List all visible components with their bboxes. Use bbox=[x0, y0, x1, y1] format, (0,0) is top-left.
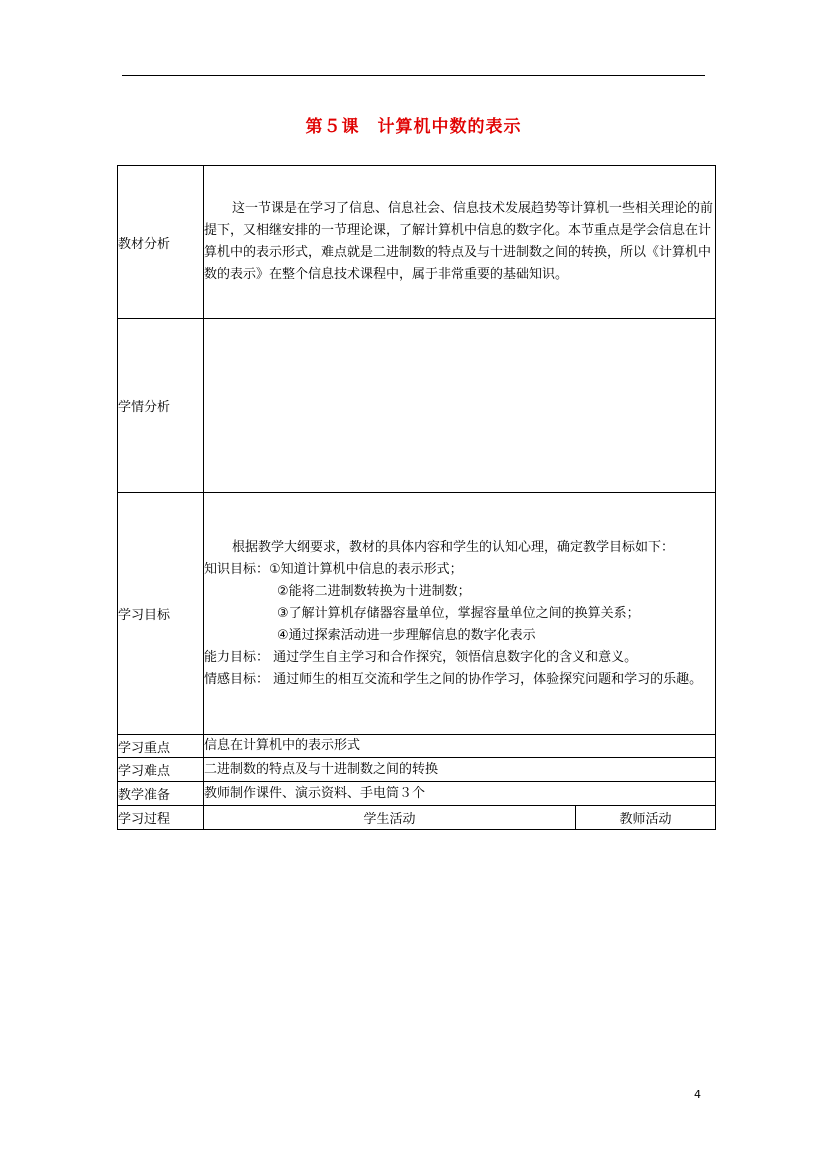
difficulty-text: 二进制数的特点及与十进制数之间的转换 bbox=[204, 758, 716, 782]
students-label: 学情分析 bbox=[118, 319, 204, 493]
knowledge-goal-3: ③了解计算机存储器容量单位，掌握容量单位之间的换算关系； bbox=[277, 605, 640, 621]
lesson-plan-table bbox=[117, 165, 716, 830]
row-goals bbox=[118, 493, 716, 735]
materials-text: 这一节课是在学习了信息、信息社会、信息技术发展趋势等计算机一些相关理论的前提下，又相继安排的一节理论课，了解计算机中信息的数字化。本节重点是学会信息在计算机中的表示形式，难点就是二进制数的特点及与十进制数之间的转换，所以《计算机中数的表示》在整个信息技术课程中，属于非常重要的基础知识。 bbox=[204, 201, 714, 282]
knowledge-goal-label: 知识目标： bbox=[204, 561, 270, 577]
goals-cell bbox=[204, 493, 716, 735]
ability-goal: 能力目标： 通过学生自主学习和合作探究，领悟信息数字化的含义和意义。 bbox=[204, 649, 638, 665]
row-students bbox=[118, 319, 716, 493]
materials-cell bbox=[204, 166, 716, 319]
row-preparation bbox=[118, 782, 716, 806]
knowledge-goal-4: ④通过探索活动进一步理解信息的数字化表示 bbox=[277, 627, 536, 643]
emotion-goal-label: 情感目标： bbox=[204, 671, 270, 687]
preparation-text: 教师制作课件、演示资料、手电筒３个 bbox=[204, 782, 716, 806]
preparation-label: 教学准备 bbox=[118, 782, 204, 806]
page-number: 4 bbox=[694, 1088, 701, 1101]
key-point-label: 学习重点 bbox=[118, 735, 204, 758]
row-difficulty bbox=[118, 758, 716, 782]
process-label: 学习过程 bbox=[118, 806, 204, 830]
materials-label: 教材分析 bbox=[118, 166, 204, 319]
knowledge-goal-2: ②能将二进制数转换为十进制数； bbox=[277, 583, 471, 599]
header-rule bbox=[122, 75, 705, 76]
row-key-point bbox=[118, 735, 716, 758]
emotion-goal: 情感目标： 通过师生的相互交流和学生之间的协作学习，体验探究问题和学习的乐趣。 bbox=[204, 671, 703, 687]
knowledge-goal-1: 知识目标：①知道计算机中信息的表示形式； bbox=[204, 561, 463, 577]
row-materials bbox=[118, 166, 716, 319]
difficulty-label: 学习难点 bbox=[118, 758, 204, 782]
teacher-activity-header: 教师活动 bbox=[576, 806, 716, 830]
goals-intro: 根据教学大纲要求，教材的具体内容和学生的认知心理，确定教学目标如下： bbox=[232, 539, 675, 555]
goals-label: 学习目标 bbox=[118, 493, 204, 735]
ability-goal-label: 能力目标： bbox=[204, 649, 270, 665]
page-title: 第５课 计算机中数的表示 bbox=[305, 117, 522, 137]
row-process bbox=[118, 806, 716, 830]
key-point-text: 信息在计算机中的表示形式 bbox=[204, 735, 716, 758]
students-text bbox=[204, 319, 716, 493]
student-activity-header: 学生活动 bbox=[204, 806, 576, 830]
